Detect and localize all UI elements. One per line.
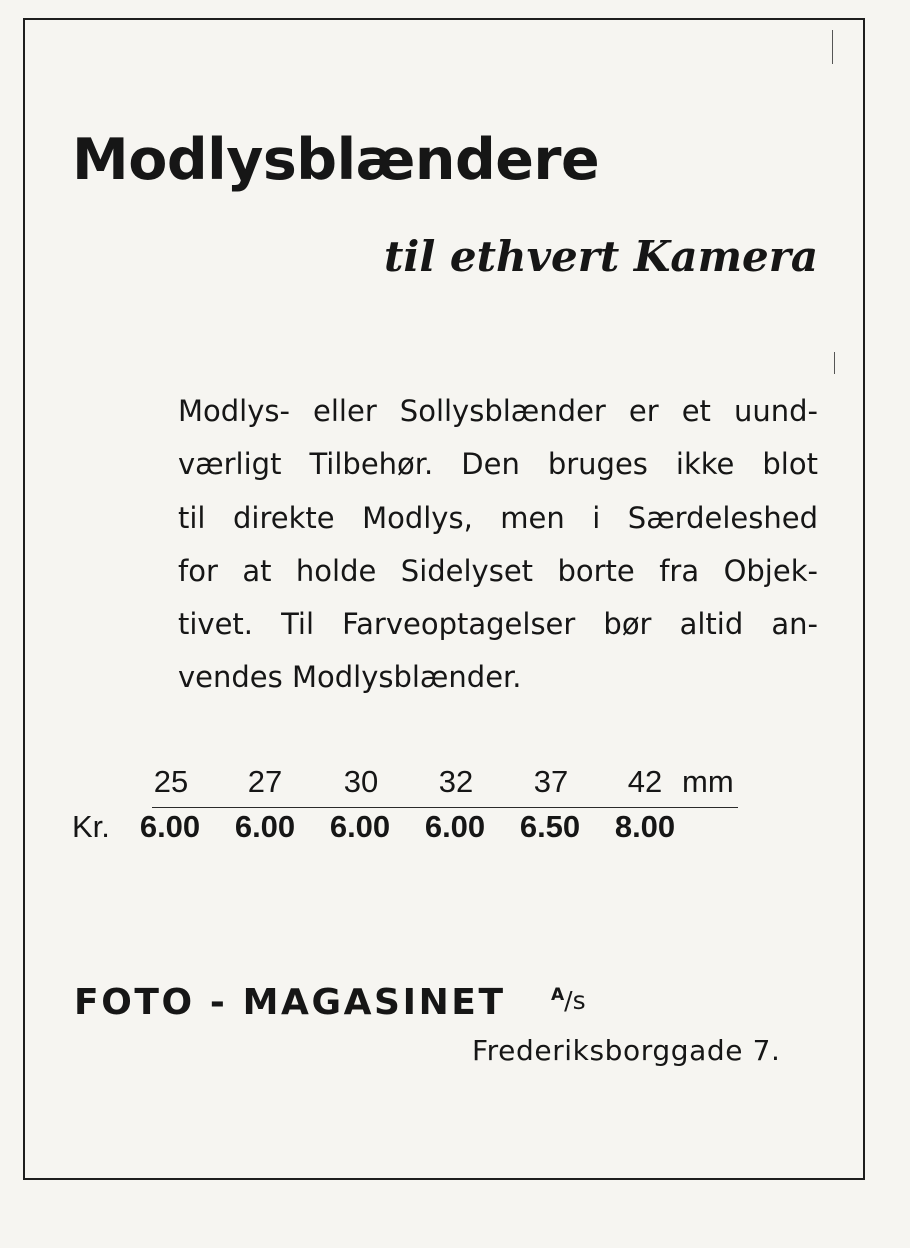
description-word: Objek-: [723, 553, 818, 588]
size-value: 37: [533, 764, 569, 799]
description-word: til: [178, 500, 206, 535]
price-value: 6.00: [424, 809, 486, 844]
description-line: [178, 438, 818, 491]
description-word: Sollysblænder: [399, 394, 606, 428]
description-line: [178, 598, 818, 651]
description-word: bruges: [547, 447, 648, 482]
description-word: bør: [603, 607, 652, 642]
price-value: 6.00: [234, 809, 296, 844]
description-word: Tilbehør.: [309, 447, 434, 482]
price-value: 8.00: [614, 809, 676, 844]
size-value: 42: [627, 764, 663, 799]
description-word: direkte: [232, 500, 335, 535]
description-word: holde: [295, 553, 377, 588]
description-word: an-: [771, 607, 818, 642]
currency-label: Kr.: [72, 809, 110, 844]
description-word: Modlys-: [178, 394, 290, 428]
description-word: at: [242, 553, 272, 588]
description-word: Farveoptagelser: [342, 607, 576, 642]
description-word: fra: [659, 553, 700, 588]
description-word: i: [592, 500, 601, 535]
description-word: borte: [557, 553, 635, 588]
margin-mark: [834, 352, 835, 374]
company-suffix-sup: A: [551, 985, 565, 1005]
size-value: 25: [153, 764, 189, 799]
description-line: [178, 545, 818, 598]
description-word: blot: [762, 447, 818, 482]
company-name: FOTO - MAGASINET: [74, 982, 506, 1023]
description-word: værligt: [178, 447, 282, 482]
description-word: Sidelyset: [400, 553, 534, 588]
description-word: tivet.: [178, 607, 254, 642]
price-value: 6.00: [329, 809, 391, 844]
size-value: 32: [438, 764, 474, 799]
ad-title: Modlysblændere: [72, 127, 600, 193]
company-address: Frederiksborggade 7.: [472, 1034, 781, 1067]
description-word: et: [681, 394, 711, 428]
size-value: 27: [247, 764, 283, 799]
price-value: 6.50: [519, 809, 581, 844]
margin-mark: [832, 30, 833, 64]
description-word: for: [178, 553, 218, 588]
size-unit: mm: [682, 764, 734, 799]
company-suffix: [551, 985, 586, 1015]
price-value: 6.00: [139, 809, 201, 844]
description-word: vendes: [178, 660, 292, 695]
description-word: men: [500, 500, 565, 535]
description-word: uund-: [733, 394, 818, 428]
description-word: Den: [461, 447, 520, 482]
ad-description: [178, 385, 818, 705]
company-suffix-rest: /s: [564, 986, 586, 1015]
description-line: [178, 492, 818, 545]
description-word: Til: [281, 607, 315, 642]
description-word: Særdeleshed: [627, 500, 818, 535]
ad-subtitle: til ethvert Kamera: [384, 232, 819, 281]
size-value: 30: [343, 764, 379, 799]
description-word: altid: [679, 607, 744, 642]
table-divider: [152, 807, 738, 808]
description-word: Modlys,: [362, 500, 473, 535]
description-word: Modlysblænder.: [291, 660, 522, 695]
description-word: er: [628, 394, 659, 428]
description-line: [178, 651, 818, 704]
description-word: ikke: [675, 447, 735, 482]
description-word: eller: [313, 394, 377, 428]
description-line: [178, 385, 818, 438]
